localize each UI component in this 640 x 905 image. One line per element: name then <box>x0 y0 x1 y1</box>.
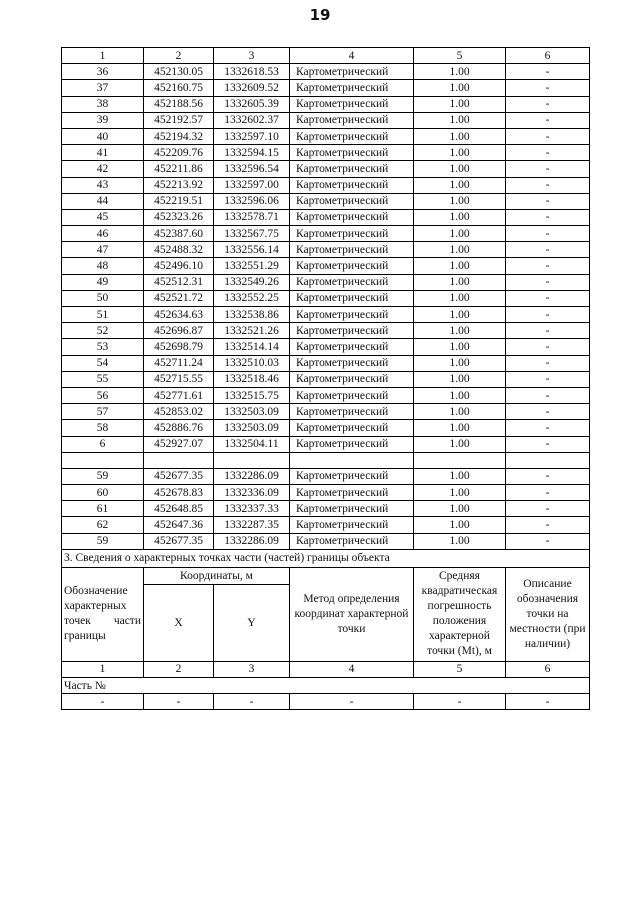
table-cell: 452647.36 <box>144 517 214 533</box>
table-row <box>62 339 590 355</box>
table-cell: Картометрический <box>290 339 414 355</box>
table-cell: 452211.86 <box>144 161 214 177</box>
table-cell: 1.00 <box>414 533 506 549</box>
table-cell: 1.00 <box>414 226 506 242</box>
table-cell: 1.00 <box>414 436 506 452</box>
table-cell: 452886.76 <box>144 420 214 436</box>
table-row <box>62 226 590 242</box>
table-row <box>62 436 590 452</box>
table-cell: 1.00 <box>414 371 506 387</box>
table-row <box>62 96 590 112</box>
table-cell <box>62 452 144 468</box>
table-cell: 452160.75 <box>144 80 214 96</box>
table-cell: 44 <box>62 193 144 209</box>
table-cell: 1.00 <box>414 258 506 274</box>
table-row <box>62 80 590 96</box>
coordinates-header: Координаты, м <box>144 567 290 584</box>
table-cell: - <box>506 355 590 371</box>
table-cell: 40 <box>62 128 144 144</box>
table-cell: - <box>506 387 590 403</box>
table-cell: 1332609.52 <box>214 80 290 96</box>
table-cell: Картометрический <box>290 533 414 549</box>
table-row <box>62 501 590 517</box>
table-cell: 1.00 <box>414 404 506 420</box>
table-cell: 62 <box>62 517 144 533</box>
table-cell: 1332503.09 <box>214 404 290 420</box>
table-row <box>62 371 590 387</box>
table-cell: 452927.07 <box>144 436 214 452</box>
table-cell: 37 <box>62 80 144 96</box>
table-cell: 1.00 <box>414 501 506 517</box>
table-cell: Картометрический <box>290 420 414 436</box>
table-cell: Картометрический <box>290 371 414 387</box>
table-cell: Картометрический <box>290 404 414 420</box>
table-cell: 1332551.29 <box>214 258 290 274</box>
table-cell: - <box>506 404 590 420</box>
table-cell: 1332602.37 <box>214 112 290 128</box>
table-cell: 452512.31 <box>144 274 214 290</box>
table-cell: - <box>506 112 590 128</box>
col-number: 4 <box>290 48 414 64</box>
table-cell: - <box>506 80 590 96</box>
table-cell: 452521.72 <box>144 290 214 306</box>
table-cell: Картометрический <box>290 468 414 484</box>
table-cell: Картометрический <box>290 436 414 452</box>
table-cell: 1332514.14 <box>214 339 290 355</box>
col-number: 6 <box>506 48 590 64</box>
point-designation-header: Обозначение характерных точек части границы <box>62 567 144 661</box>
table-cell: 452194.32 <box>144 128 214 144</box>
table-cell: 56 <box>62 387 144 403</box>
table-cell: 452219.51 <box>144 193 214 209</box>
table-cell: 55 <box>62 371 144 387</box>
table-cell: 1.00 <box>414 355 506 371</box>
table-cell: 452677.35 <box>144 533 214 549</box>
table-cell: 452188.56 <box>144 96 214 112</box>
col-number: 1 <box>62 661 144 677</box>
table-cell: Картометрический <box>290 290 414 306</box>
table-cell: - <box>414 694 506 710</box>
table-cell: 1.00 <box>414 96 506 112</box>
table-row <box>62 274 590 290</box>
table-cell: 1332597.10 <box>214 128 290 144</box>
table-cell: Картометрический <box>290 161 414 177</box>
table-cell: 1.00 <box>414 128 506 144</box>
table-cell: 1332521.26 <box>214 323 290 339</box>
table-cell: - <box>506 420 590 436</box>
table-cell: - <box>506 468 590 484</box>
table-cell: 1332567.75 <box>214 226 290 242</box>
table-cell: - <box>506 485 590 501</box>
table-cell: 1332337.33 <box>214 501 290 517</box>
table-row <box>62 420 590 436</box>
table-row <box>62 404 590 420</box>
table-cell: 1.00 <box>414 468 506 484</box>
table-cell: - <box>506 209 590 225</box>
method-header: Метод определения координат характерной точки <box>290 567 414 661</box>
col-number: 1 <box>62 48 144 64</box>
table-cell <box>506 452 590 468</box>
table-cell: 1.00 <box>414 307 506 323</box>
table-cell: 1.00 <box>414 420 506 436</box>
table-cell: 1332286.09 <box>214 468 290 484</box>
table-cell: Картометрический <box>290 307 414 323</box>
table-cell: 1.00 <box>414 145 506 161</box>
table-row <box>62 112 590 128</box>
table-cell: Картометрический <box>290 355 414 371</box>
table-cell: - <box>506 501 590 517</box>
table-cell: 452496.10 <box>144 258 214 274</box>
empty-part-row <box>62 694 590 710</box>
table-cell: Картометрический <box>290 193 414 209</box>
table-cell: 52 <box>62 323 144 339</box>
table-cell: 452213.92 <box>144 177 214 193</box>
table-cell: Картометрический <box>290 64 414 80</box>
table-row <box>62 452 590 468</box>
table-cell <box>414 452 506 468</box>
table-cell: - <box>506 533 590 549</box>
col-number: 3 <box>214 48 290 64</box>
table-cell: 452696.87 <box>144 323 214 339</box>
table-cell: 452715.55 <box>144 371 214 387</box>
table-cell: 57 <box>62 404 144 420</box>
table-cell: - <box>506 258 590 274</box>
table-cell: - <box>506 323 590 339</box>
table-cell: Картометрический <box>290 242 414 258</box>
table-cell: Картометрический <box>290 258 414 274</box>
table-cell <box>214 452 290 468</box>
table-row <box>62 533 590 549</box>
table-cell: 1332556.14 <box>214 242 290 258</box>
table-cell: 1.00 <box>414 161 506 177</box>
table-cell: Картометрический <box>290 128 414 144</box>
table-cell: Картометрический <box>290 517 414 533</box>
table-cell: - <box>506 694 590 710</box>
y-header: Y <box>214 584 290 661</box>
table-cell: 45 <box>62 209 144 225</box>
table-cell: 1.00 <box>414 323 506 339</box>
table-cell: 452678.83 <box>144 485 214 501</box>
table-row <box>62 290 590 306</box>
table-cell: 36 <box>62 64 144 80</box>
table-cell: - <box>506 242 590 258</box>
table-cell: 1.00 <box>414 112 506 128</box>
coordinates-table <box>61 47 590 710</box>
table-row <box>62 145 590 161</box>
table-cell: - <box>506 226 590 242</box>
table-cell: Картометрический <box>290 177 414 193</box>
table-cell: 1.00 <box>414 209 506 225</box>
table-cell: 452387.60 <box>144 226 214 242</box>
table-cell: 1.00 <box>414 177 506 193</box>
table-cell: 1.00 <box>414 80 506 96</box>
table-cell: 1.00 <box>414 274 506 290</box>
table-cell <box>144 452 214 468</box>
table-row <box>62 193 590 209</box>
table-cell: - <box>506 371 590 387</box>
table-cell: 1332594.15 <box>214 145 290 161</box>
table-cell: 1.00 <box>414 193 506 209</box>
table-cell: 452488.32 <box>144 242 214 258</box>
table-cell: 452209.76 <box>144 145 214 161</box>
table-cell: 1332515.75 <box>214 387 290 403</box>
table-row <box>62 307 590 323</box>
table-cell: 61 <box>62 501 144 517</box>
table-cell: 1332518.46 <box>214 371 290 387</box>
table-cell: - <box>214 694 290 710</box>
table-cell: Картометрический <box>290 80 414 96</box>
part-label-row <box>62 678 590 694</box>
table-cell: 1332504.11 <box>214 436 290 452</box>
table-cell: Картометрический <box>290 274 414 290</box>
table-row <box>62 209 590 225</box>
table-cell <box>290 452 414 468</box>
table-cell: Картометрический <box>290 387 414 403</box>
table-cell: 58 <box>62 420 144 436</box>
table-cell: 1332552.25 <box>214 290 290 306</box>
table-row <box>62 242 590 258</box>
table-cell: Картометрический <box>290 145 414 161</box>
page-number: 19 <box>309 6 331 24</box>
table-cell: Картометрический <box>290 501 414 517</box>
table-cell: Картометрический <box>290 323 414 339</box>
table-cell: 46 <box>62 226 144 242</box>
table-cell: - <box>506 517 590 533</box>
table-cell: 1332549.26 <box>214 274 290 290</box>
x-header: X <box>144 584 214 661</box>
table-row <box>62 177 590 193</box>
table-row <box>62 485 590 501</box>
table-cell: - <box>290 694 414 710</box>
table-cell: - <box>506 290 590 306</box>
table-cell: 452853.02 <box>144 404 214 420</box>
table-cell: 452648.85 <box>144 501 214 517</box>
col-number: 6 <box>506 661 590 677</box>
table-cell: - <box>506 436 590 452</box>
table-cell: 1332618.53 <box>214 64 290 80</box>
table-cell: 1332510.03 <box>214 355 290 371</box>
table-cell: - <box>506 161 590 177</box>
table-cell: 54 <box>62 355 144 371</box>
table-cell: 48 <box>62 258 144 274</box>
table-cell: 452711.24 <box>144 355 214 371</box>
table-cell: 49 <box>62 274 144 290</box>
table-cell: 1332605.39 <box>214 96 290 112</box>
table-cell: 1.00 <box>414 64 506 80</box>
table-cell: - <box>506 96 590 112</box>
table-cell: 1.00 <box>414 485 506 501</box>
table-cell: 51 <box>62 307 144 323</box>
table-cell: 1.00 <box>414 517 506 533</box>
table-row <box>62 323 590 339</box>
col-number: 2 <box>144 48 214 64</box>
table-cell: - <box>506 64 590 80</box>
table-cell: 59 <box>62 468 144 484</box>
section3-column-number-row <box>62 661 590 677</box>
description-header: Описание обозначения точки на местности (при наличии) <box>506 567 590 661</box>
table-cell: Картометрический <box>290 226 414 242</box>
table-cell: 1332286.09 <box>214 533 290 549</box>
table-row <box>62 468 590 484</box>
table-cell: - <box>506 145 590 161</box>
table-cell: 38 <box>62 96 144 112</box>
table-cell: 452771.61 <box>144 387 214 403</box>
table-cell: - <box>144 694 214 710</box>
table-cell: - <box>62 694 144 710</box>
table-row <box>62 517 590 533</box>
table-cell: 452634.63 <box>144 307 214 323</box>
table-cell: 1332336.09 <box>214 485 290 501</box>
table-cell: 59 <box>62 533 144 549</box>
table-cell: 60 <box>62 485 144 501</box>
error-header: Средняя квадратическая погрешность положения характерной точки (Mt), м <box>414 567 506 661</box>
table-cell: - <box>506 274 590 290</box>
table-cell: 1.00 <box>414 339 506 355</box>
table-cell: - <box>506 193 590 209</box>
table-cell: 50 <box>62 290 144 306</box>
section-title-row <box>62 549 590 567</box>
table-cell: Картометрический <box>290 96 414 112</box>
table-row <box>62 128 590 144</box>
table-cell: 1.00 <box>414 387 506 403</box>
table-cell: 1332578.71 <box>214 209 290 225</box>
table-cell: 1.00 <box>414 242 506 258</box>
table-cell: 1332596.54 <box>214 161 290 177</box>
table-cell: 1332287.35 <box>214 517 290 533</box>
table-cell: Картометрический <box>290 209 414 225</box>
table-cell: - <box>506 307 590 323</box>
table-row <box>62 355 590 371</box>
table-cell: 1332596.06 <box>214 193 290 209</box>
table-row <box>62 161 590 177</box>
col-number: 3 <box>214 661 290 677</box>
table-cell: 1.00 <box>414 290 506 306</box>
table-cell: 452192.57 <box>144 112 214 128</box>
table-cell: 43 <box>62 177 144 193</box>
table-cell: 41 <box>62 145 144 161</box>
table-cell: 1332597.00 <box>214 177 290 193</box>
table-cell: - <box>506 339 590 355</box>
table-cell: Картометрический <box>290 485 414 501</box>
header-row-top <box>62 567 590 584</box>
col-number: 5 <box>414 48 506 64</box>
table-cell: 452677.35 <box>144 468 214 484</box>
table-row <box>62 258 590 274</box>
section-title: 3. Сведения о характерных точках части (частей) границы объекта <box>62 549 590 567</box>
table-cell: 42 <box>62 161 144 177</box>
col-number: 5 <box>414 661 506 677</box>
table-cell: Картометрический <box>290 112 414 128</box>
table-row <box>62 387 590 403</box>
table-cell: 47 <box>62 242 144 258</box>
table-cell: - <box>506 128 590 144</box>
table-cell: - <box>506 177 590 193</box>
table-cell: 452130.05 <box>144 64 214 80</box>
table-cell: 452698.79 <box>144 339 214 355</box>
column-number-row <box>62 48 590 64</box>
table-cell: 6 <box>62 436 144 452</box>
table-cell: 1332538.86 <box>214 307 290 323</box>
col-number: 2 <box>144 661 214 677</box>
part-label: Часть № <box>62 678 590 694</box>
table-cell: 53 <box>62 339 144 355</box>
col-number: 4 <box>290 661 414 677</box>
table-cell: 1332503.09 <box>214 420 290 436</box>
table-cell: 39 <box>62 112 144 128</box>
table-cell: 452323.26 <box>144 209 214 225</box>
table-row <box>62 64 590 80</box>
